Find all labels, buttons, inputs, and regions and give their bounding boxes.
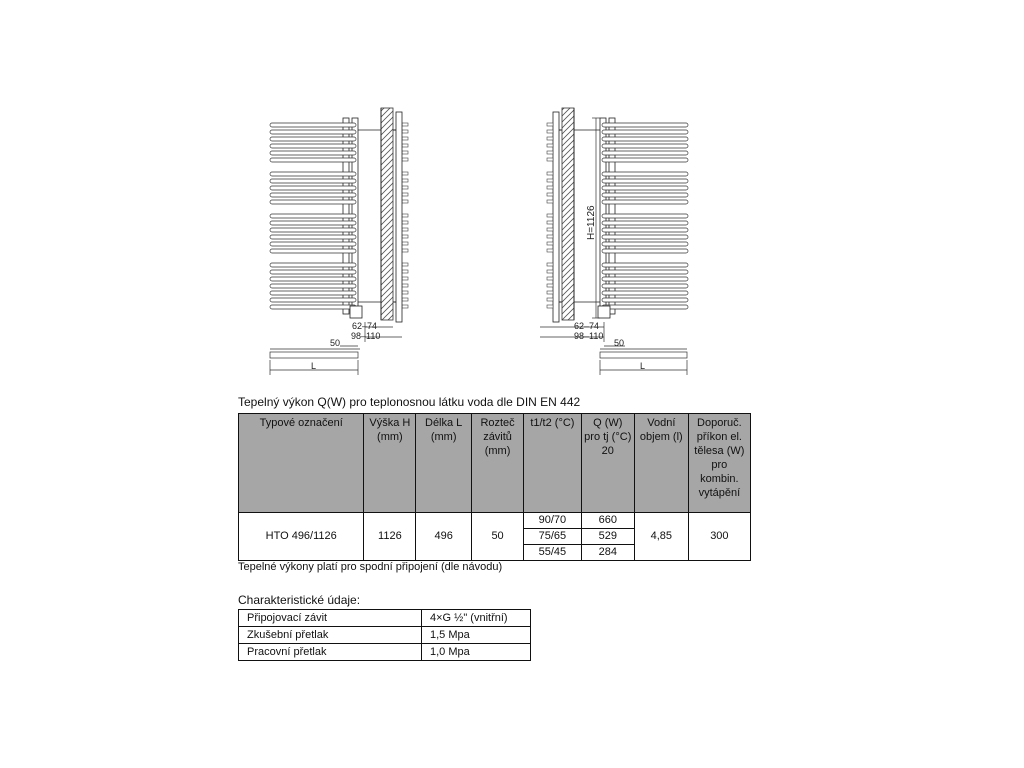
- right-tube: [602, 221, 688, 225]
- header-output: Q (W) pro tj (°C) 20: [581, 414, 634, 513]
- right-tube: [602, 179, 688, 183]
- right-tube: [602, 249, 688, 253]
- left-tube: [270, 298, 356, 302]
- table-row: [239, 513, 751, 529]
- right-tube: [602, 284, 688, 288]
- right-tube: [602, 172, 688, 176]
- right-tube: [602, 291, 688, 295]
- right-tube: [602, 298, 688, 302]
- right-tube: [602, 277, 688, 281]
- left-tube: [270, 144, 356, 148]
- performance-table: [238, 413, 751, 561]
- right-tube: [602, 263, 688, 267]
- left-tube: [270, 137, 356, 141]
- right-tube: [602, 186, 688, 190]
- cell-type: HTO 496/1126: [239, 513, 364, 561]
- left-tube: [270, 193, 356, 197]
- left-dim-top: 62–74: [352, 321, 378, 331]
- left-tube: [270, 200, 356, 204]
- right-dim-height: H=1126: [586, 205, 597, 240]
- header-spacing: Rozteč závitů (mm): [471, 414, 523, 513]
- right-tube: [602, 123, 688, 127]
- right-tube: [602, 200, 688, 204]
- left-tube: [270, 291, 356, 295]
- cell-spacing: 50: [471, 513, 523, 561]
- left-tube: [270, 179, 356, 183]
- table-row: [239, 644, 531, 661]
- left-tube: [270, 123, 356, 127]
- right-tube: [602, 235, 688, 239]
- left-tube: [270, 172, 356, 176]
- cell-volume: 4,85: [634, 513, 688, 561]
- specs-title: Charakteristické údaje:: [238, 593, 361, 607]
- spec-label: Pracovní přetlak: [239, 644, 422, 661]
- left-tube: [270, 249, 356, 253]
- left-tube: [270, 214, 356, 218]
- header-volume: Vodní objem (l): [634, 414, 688, 513]
- header-type: Typové označení: [239, 414, 364, 513]
- specs-table: [238, 609, 531, 661]
- spec-value: 1,0 Mpa: [422, 644, 531, 661]
- left-tube: [270, 242, 356, 246]
- header-height: Výška H (mm): [364, 414, 416, 513]
- cell-height: 1126: [364, 513, 416, 561]
- left-side-profile: [393, 112, 402, 322]
- header-temps: t1/t2 (°C): [524, 414, 581, 513]
- right-dim-bottom: 98–110: [574, 331, 604, 341]
- table-row: [239, 627, 531, 644]
- right-tube: [602, 144, 688, 148]
- right-tube: [602, 270, 688, 274]
- right-tube: [602, 305, 688, 309]
- cell-length: 496: [416, 513, 472, 561]
- left-tube: [270, 228, 356, 232]
- left-tube: [270, 235, 356, 239]
- right-tube: [602, 158, 688, 162]
- cell-power: 300: [688, 513, 750, 561]
- left-tube: [270, 221, 356, 225]
- header-length: Délka L (mm): [416, 414, 472, 513]
- left-dim-bottom: 98–110: [351, 331, 381, 341]
- left-valve: [350, 306, 362, 318]
- left-tube: [270, 158, 356, 162]
- header-power: Doporuč. příkon el. tělesa (W) pro kombin. vytápění: [688, 414, 750, 513]
- table-header-row: [239, 414, 751, 513]
- cell-temp: 75/65: [524, 529, 581, 545]
- right-dim-plan: 50: [614, 338, 625, 348]
- right-tube: [602, 228, 688, 232]
- right-tube: [602, 242, 688, 246]
- spec-label: Připojovací závit: [239, 610, 422, 627]
- left-tube: [270, 130, 356, 134]
- performance-title: Tepelný výkon Q(W) pro teplonosnou látku voda dle DIN EN 442: [238, 395, 581, 409]
- left-tube: [270, 270, 356, 274]
- cell-temp: 55/45: [524, 545, 581, 561]
- spec-value: 1,5 Mpa: [422, 627, 531, 644]
- right-valve: [598, 306, 610, 318]
- right-side-profile: [553, 112, 562, 322]
- right-tube: [602, 214, 688, 218]
- left-tube: [270, 277, 356, 281]
- right-wall: [562, 108, 574, 320]
- left-dim-length: L: [311, 361, 317, 371]
- left-tube: [270, 186, 356, 190]
- cell-temp: 90/70: [524, 513, 581, 529]
- cell-output: 529: [581, 529, 634, 545]
- right-tube: [602, 130, 688, 134]
- right-tube: [602, 151, 688, 155]
- right-dim-length: L: [640, 361, 646, 371]
- left-dimensions: [270, 322, 402, 375]
- spec-label: Zkušební přetlak: [239, 627, 422, 644]
- right-dim-top: 62–74: [574, 321, 600, 331]
- left-tube: [270, 263, 356, 267]
- cell-output: 660: [581, 513, 634, 529]
- spec-value: 4×G ½" (vnitřní): [422, 610, 531, 627]
- cell-output: 284: [581, 545, 634, 561]
- table-row: [239, 610, 531, 627]
- left-tube: [270, 151, 356, 155]
- performance-note: Tepelné výkony platí pro spodní připojení (dle návodu): [238, 561, 503, 573]
- right-tube: [602, 137, 688, 141]
- left-wall: [381, 108, 393, 320]
- left-tube: [270, 284, 356, 288]
- left-dim-plan: 50: [330, 338, 341, 348]
- left-tube: [270, 305, 356, 309]
- right-tube: [602, 193, 688, 197]
